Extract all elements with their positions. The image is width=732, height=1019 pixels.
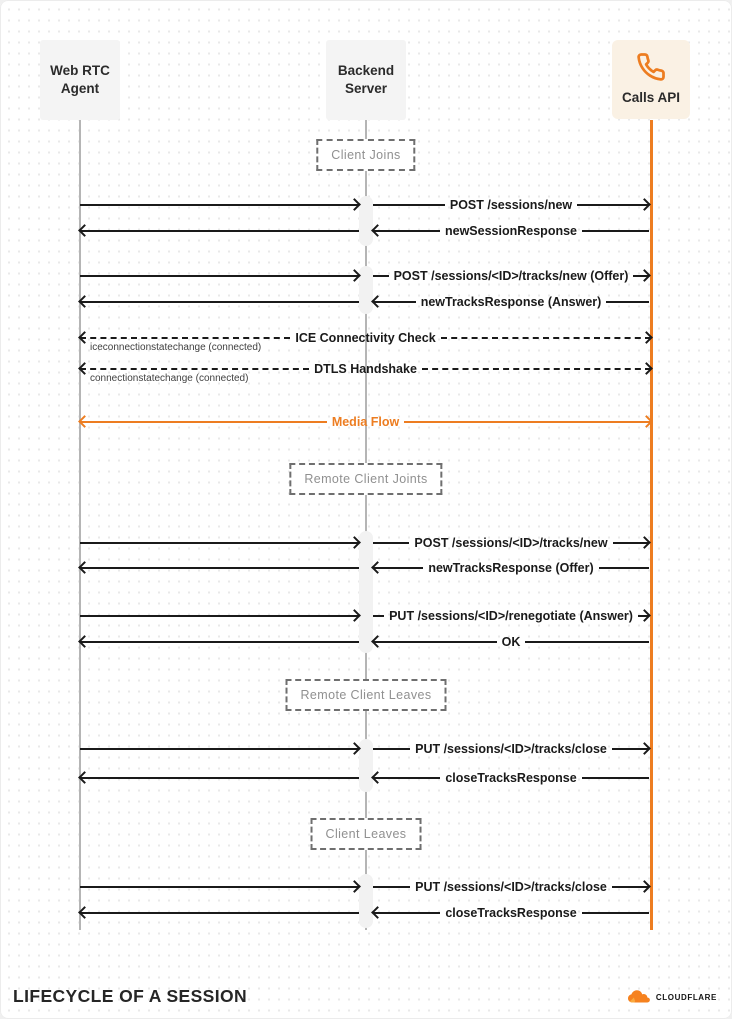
arrow-agent-to-backend xyxy=(80,609,359,622)
msg-label: PUT /sessions/<ID>/renegotiate (Answer) xyxy=(389,608,633,623)
msg-close-tracks-response-2 xyxy=(373,906,649,919)
msg-label: POST /sessions/<ID>/tracks/new xyxy=(414,535,608,550)
cloudflare-wordmark: CLOUDFLARE xyxy=(655,993,717,1002)
msg-label: newTracksResponse (Answer) xyxy=(420,294,602,309)
msg-put-renegotiate-answer xyxy=(373,609,649,622)
arrow-agent-to-backend xyxy=(80,269,359,282)
msg-new-tracks-response-offer xyxy=(373,561,649,574)
phone-icon xyxy=(636,52,666,82)
activation-bar xyxy=(359,531,373,653)
phase-client-leaves: Client Leaves xyxy=(311,818,422,850)
msg-media-flow xyxy=(80,415,651,428)
msg-label: POST /sessions/<ID>/tracks/new (Offer) xyxy=(393,268,629,283)
phase-remote-client-joints: Remote Client Joints xyxy=(289,463,442,495)
msg-ok xyxy=(373,635,649,648)
msg-new-session-response xyxy=(373,224,649,237)
activation-bar xyxy=(359,196,373,246)
activation-bar xyxy=(359,266,373,314)
arrow-backend-to-agent xyxy=(80,771,359,784)
arrow-backend-to-agent xyxy=(80,561,359,574)
msg-label: OK xyxy=(501,634,521,649)
phase-client-joins: Client Joins xyxy=(316,139,415,171)
arrow-agent-to-backend xyxy=(80,742,359,755)
msg-close-tracks-response xyxy=(373,771,649,784)
arrow-agent-to-backend xyxy=(80,536,359,549)
msg-post-tracks-new xyxy=(373,536,649,549)
msg-label: PUT /sessions/<ID>/tracks/close xyxy=(415,879,607,894)
activation-bar xyxy=(359,739,373,792)
msg-post-sessions-new xyxy=(373,198,649,211)
msg-label: newSessionResponse xyxy=(445,223,577,238)
msg-label: Media Flow xyxy=(331,414,400,429)
lifeline-webrtc-agent xyxy=(79,120,81,930)
actor-backend-server-label: Backend Server xyxy=(337,62,395,96)
msg-label: newTracksResponse (Offer) xyxy=(428,560,594,575)
cloudflare-cloud-icon xyxy=(628,990,653,1003)
ice-note: iceconnectionstatechange (connected) xyxy=(90,342,262,353)
msg-label: closeTracksResponse xyxy=(445,770,577,785)
actor-webrtc-agent xyxy=(40,40,120,120)
msg-put-tracks-close-2 xyxy=(373,880,649,893)
msg-label: closeTracksResponse xyxy=(445,905,577,920)
arrow-backend-to-agent xyxy=(80,224,359,237)
actor-webrtc-agent-label: Web RTC Agent xyxy=(50,62,110,96)
arrow-backend-to-agent xyxy=(80,295,359,308)
msg-label: DTLS Handshake xyxy=(314,361,417,376)
actor-backend-server xyxy=(326,40,406,120)
msg-post-tracks-new-offer xyxy=(373,269,649,282)
arrow-agent-to-backend xyxy=(80,880,359,893)
arrow-backend-to-agent xyxy=(80,635,359,648)
msg-label: PUT /sessions/<ID>/tracks/close xyxy=(415,741,607,756)
page-title: LIFECYCLE OF A SESSION xyxy=(13,986,248,1006)
actor-calls-api-label: Calls API xyxy=(621,89,681,105)
msg-label: POST /sessions/new xyxy=(449,197,573,212)
msg-label: ICE Connectivity Check xyxy=(295,330,436,345)
msg-put-tracks-close xyxy=(373,742,649,755)
phase-remote-client-leaves: Remote Client Leaves xyxy=(286,679,447,711)
arrow-agent-to-backend xyxy=(80,198,359,211)
arrow-backend-to-agent xyxy=(80,906,359,919)
cloudflare-logo xyxy=(628,990,717,1003)
msg-new-tracks-response-answer xyxy=(373,295,649,308)
dtls-note: connectionstatechange (connected) xyxy=(90,373,249,384)
activation-bar xyxy=(359,874,373,928)
actor-calls-api xyxy=(612,40,690,119)
lifeline-calls-api xyxy=(650,120,653,930)
